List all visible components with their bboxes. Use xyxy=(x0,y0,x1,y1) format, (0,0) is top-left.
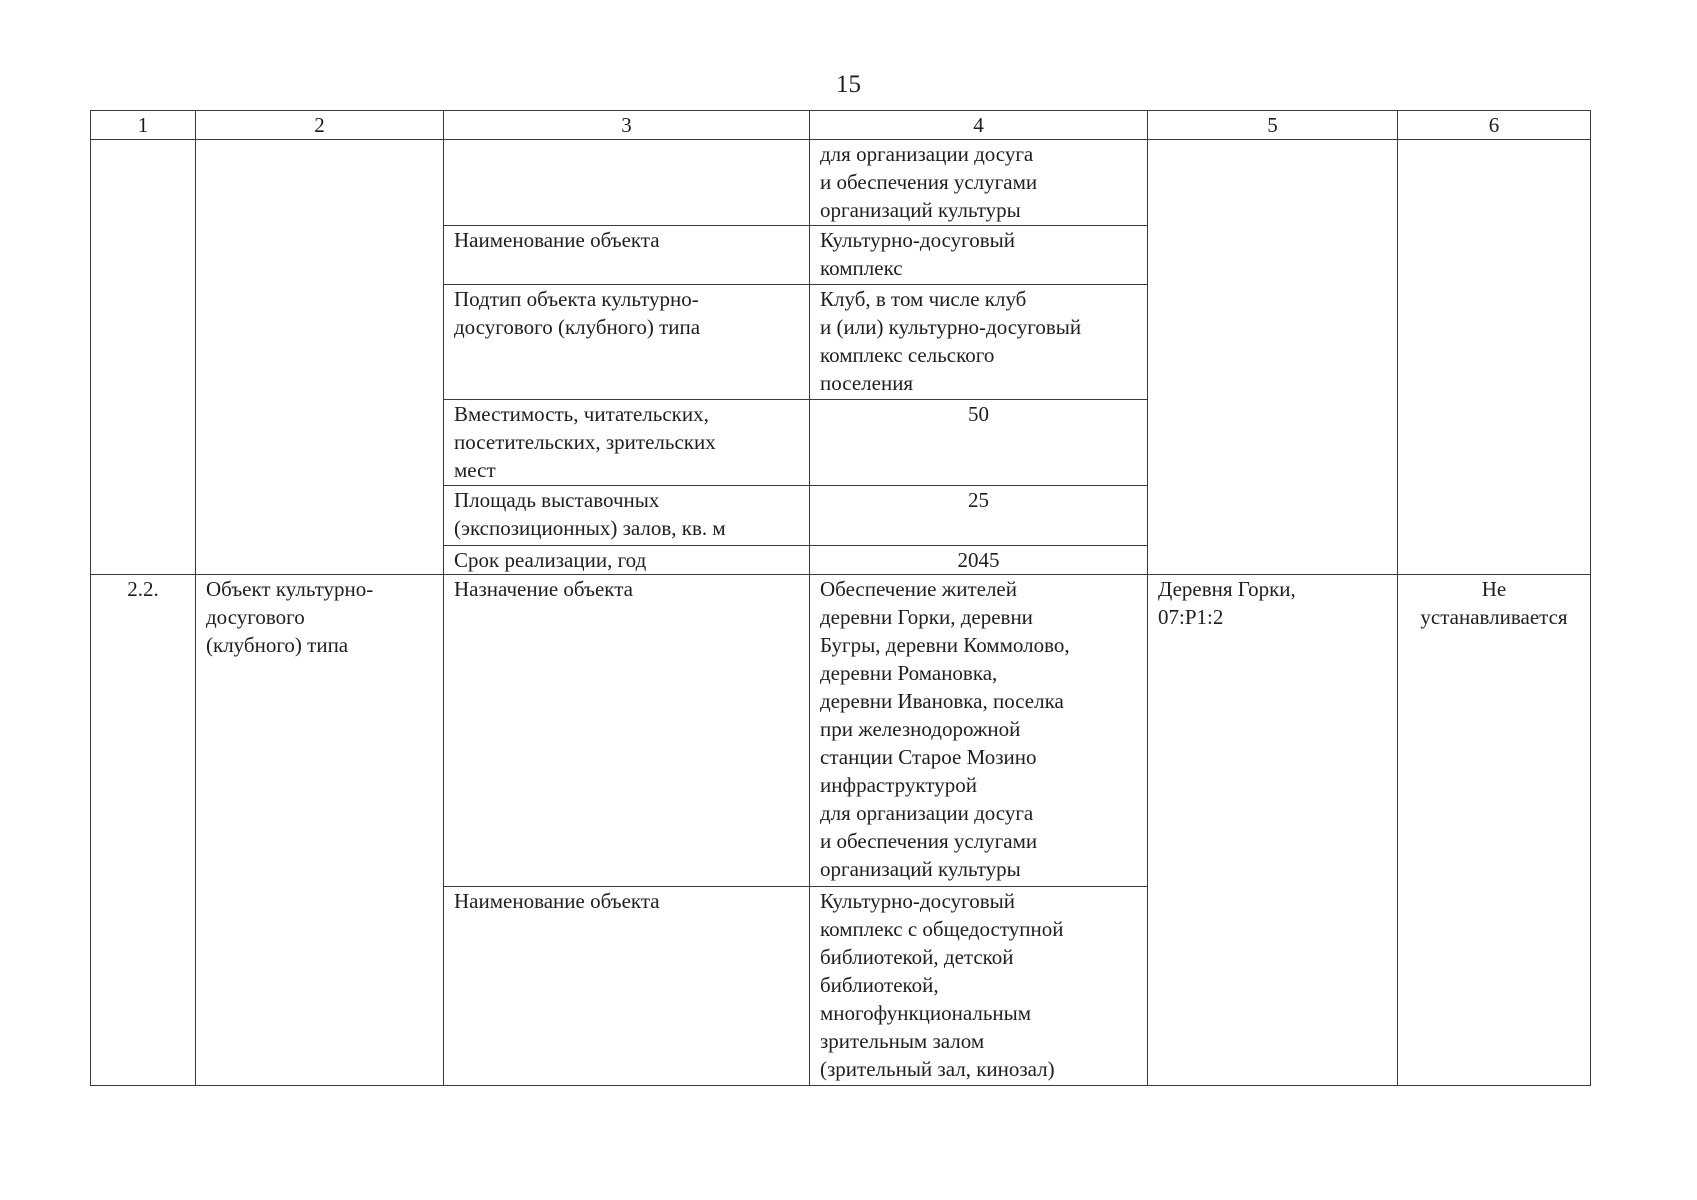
cont-number-cell xyxy=(91,140,196,575)
object-characteristic-name: Назначение объекта xyxy=(444,575,810,887)
page-number: 15 xyxy=(836,71,861,98)
object-characteristic-value: Обеспечение жителей деревни Горки, деревни Бугры, деревни Коммолово, деревни Романовка, деревни Ивановка, поселка при железнодорожной станции Старое Мозино инфраструктурой для организации досуга и обеспечения услугами организаций культуры xyxy=(810,575,1148,887)
column-number-5: 5 xyxy=(1148,111,1398,140)
column-number-2: 2 xyxy=(196,111,444,140)
cont-characteristic-value: 25 xyxy=(810,486,1148,546)
object-number: 2.2. xyxy=(91,575,196,1086)
cont-location-cell xyxy=(1148,140,1398,575)
cont-zone-cell xyxy=(1398,140,1591,575)
column-number-3: 3 xyxy=(444,111,810,140)
cont-characteristic-name: Наименование объекта xyxy=(444,226,810,285)
cont-characteristic-value: Клуб, в том числе клуб и (или) культурно-досуговый комплекс сельского поселения xyxy=(810,285,1148,400)
column-number-row xyxy=(91,111,1591,140)
cont-characteristic-name: Срок реализации, год xyxy=(444,546,810,575)
table-row xyxy=(91,575,1591,887)
cont-characteristic-value: 50 xyxy=(810,400,1148,486)
cont-characteristic-name: Подтип объекта культурно- досугового (клубного) типа xyxy=(444,285,810,400)
object-location: Деревня Горки, 07:Р1:2 xyxy=(1148,575,1398,1086)
object-characteristic-name: Наименование объекта xyxy=(444,887,810,1086)
cont-characteristic-name: Вместимость, читательских, посетительских, зрительских мест xyxy=(444,400,810,486)
column-number-6: 6 xyxy=(1398,111,1591,140)
cont-purpose-tail-value: для организации досуга и обеспечения услугами организаций культуры xyxy=(810,140,1148,226)
object-zone: Не устанавливается xyxy=(1398,575,1591,1086)
objects-table xyxy=(90,110,1591,1086)
object-characteristic-value: Культурно-досуговый комплекс с общедоступной библиотекой, детской библиотекой, многофункциональным зрительным залом (зрительный зал, кинозал) xyxy=(810,887,1148,1086)
cont-characteristic-cell xyxy=(444,140,810,226)
table-row xyxy=(91,140,1591,226)
column-number-1: 1 xyxy=(91,111,196,140)
column-number-4: 4 xyxy=(810,111,1148,140)
cont-characteristic-value: Культурно-досуговый комплекс xyxy=(810,226,1148,285)
object-type: Объект культурно- досугового (клубного) типа xyxy=(196,575,444,1086)
cont-characteristic-value: 2045 xyxy=(810,546,1148,575)
cont-characteristic-name: Площадь выставочных (экспозиционных) залов, кв. м xyxy=(444,486,810,546)
cont-name-cell xyxy=(196,140,444,575)
